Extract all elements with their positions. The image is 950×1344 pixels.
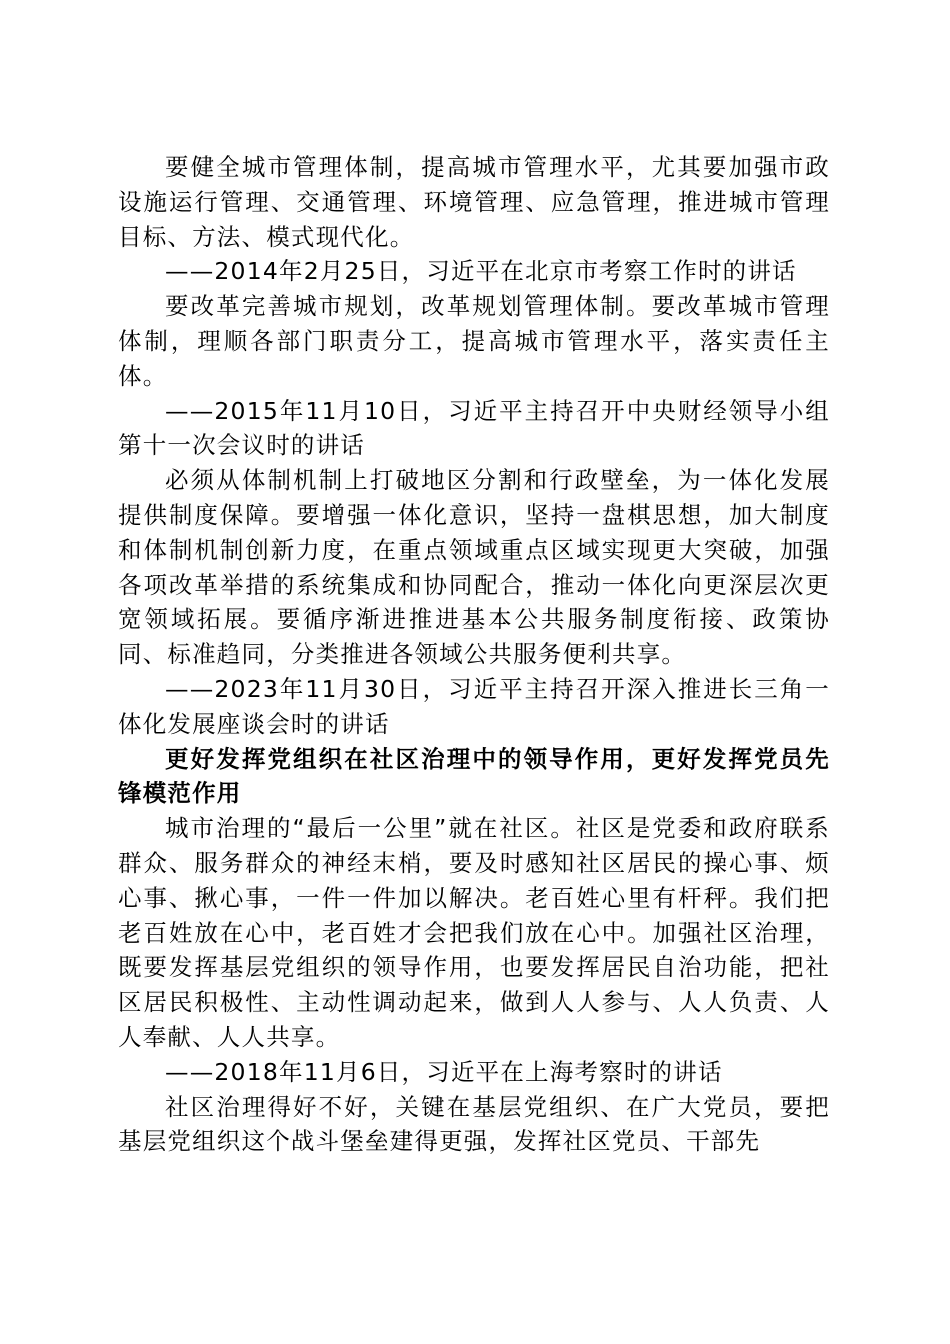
paragraph-party-organization: 社区治理得好不好，关键在基层党组织、在广大党员，要把基层党组织这个战斗堡垒建得更强，发挥社区党员、干部先 bbox=[118, 1092, 830, 1156]
citation-2023-yangtze-delta: ——2023年11月30日，习近平主持召开深入推进长三角一体化发展座谈会时的讲话 bbox=[118, 674, 830, 738]
section-heading: 更好发挥党组织在社区治理中的领导作用，更好发挥党员先锋模范作用 bbox=[118, 744, 830, 808]
paragraph-planning-reform: 要改革完善城市规划，改革规划管理体制。要改革城市管理体制，理顺各部门职责分工，提高城市管理水平，落实责任主体。 bbox=[118, 292, 830, 390]
citation-2014-beijing: ——2014年2月25日，习近平在北京市考察工作时的讲话 bbox=[165, 257, 797, 286]
paragraph-integration: 必须从体制机制上打破地区分割和行政壁垒，为一体化发展提供制度保障。要增强一体化意识，坚持一盘棋思想，加大制度和体制机制创新力度，在重点领域重点区域实现更大突破，加强各项改革举措的系统集成和协同配合，推动一体化向更深层次更宽领域拓展。要循序渐进推进基本公共服务制度衔接、政策协同、标准趋同，分类推进各领域公共服务便利共享。 bbox=[118, 466, 830, 669]
citation-2015-finance-meeting: ——2015年11月10日，习近平主持召开中央财经领导小组第十一次会议时的讲话 bbox=[118, 396, 830, 460]
paragraph-city-management: 要健全城市管理体制，提高城市管理水平，尤其要加强市政设施运行管理、交通管理、环境管理、应急管理，推进城市管理目标、方法、模式现代化。 bbox=[118, 153, 830, 251]
document-body bbox=[118, 150, 830, 1159]
paragraph-community-governance: 城市治理的“最后一公里”就在社区。社区是党委和政府联系群众、服务群众的神经末梢，要及时感知社区居民的操心事、烦心事、揪心事，一件一件加以解决。老百姓心里有杆秤。我们把老百姓放在心中，老百姓才会把我们放在心中。加强社区治理，既要发挥基层党组织的领导作用，也要发挥居民自治功能，把社区居民积极性、主动性调动起来，做到人人参与、人人负责、人人奉献、人人共享。 bbox=[118, 814, 830, 1051]
citation-2018-shanghai: ——2018年11月6日，习近平在上海考察时的讲话 bbox=[165, 1057, 723, 1086]
